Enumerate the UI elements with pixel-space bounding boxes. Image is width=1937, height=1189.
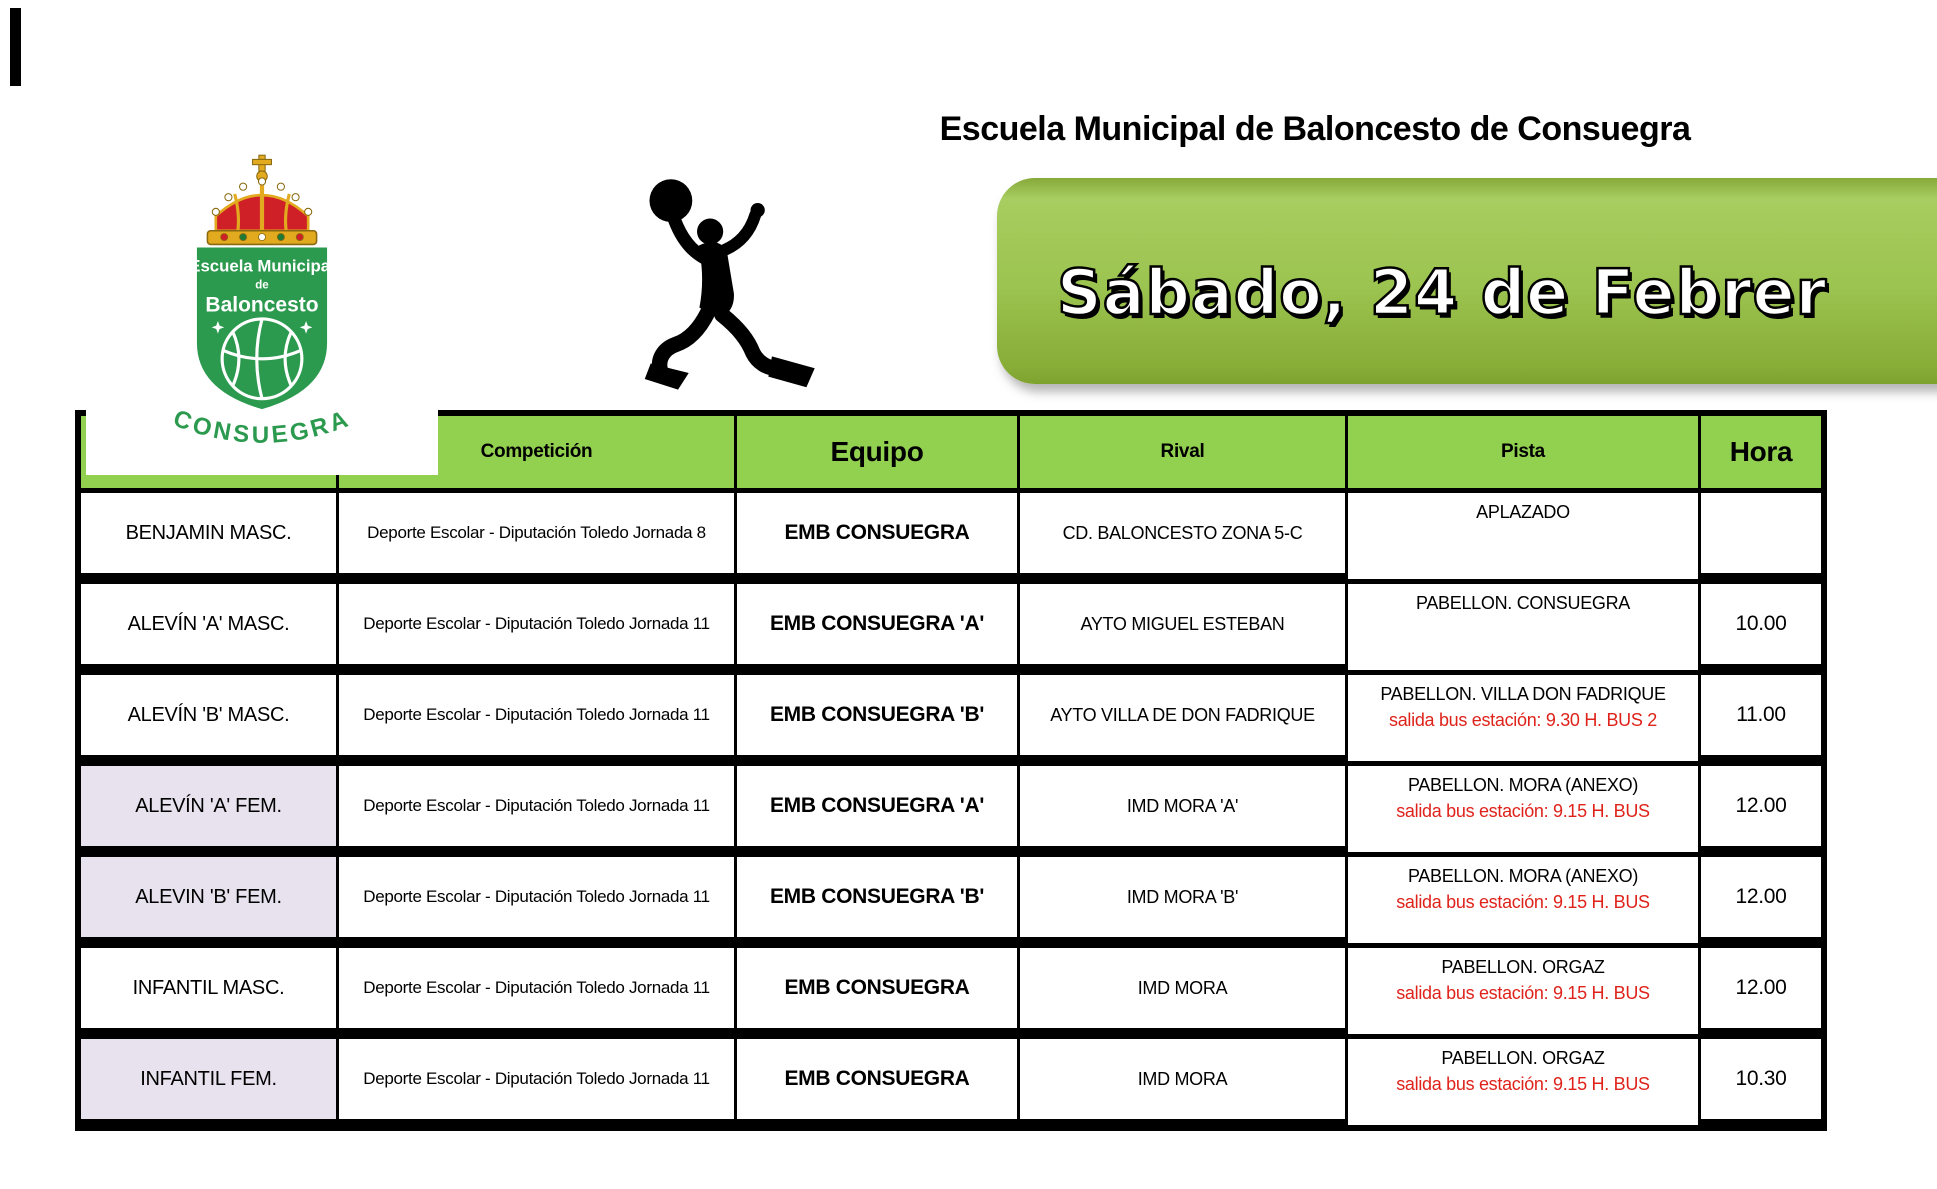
rival-cell: AYTO MIGUEL ESTEBAN [1020, 584, 1345, 664]
scan-artifact-mark [10, 8, 21, 86]
venue-cell [1348, 857, 1698, 943]
schedule-table [75, 410, 1827, 1131]
time-cell: 12.00 [1701, 766, 1821, 846]
venue-text: PABELLON. MORA (ANEXO) [1407, 775, 1639, 795]
team-cell: EMB CONSUEGRA [737, 493, 1017, 573]
category-cell: ALEVIN 'B' FEM. [81, 857, 336, 937]
team-cell: EMB CONSUEGRA [737, 1039, 1017, 1119]
time-cell: 12.00 [1701, 857, 1821, 937]
time-cell: 11.00 [1701, 675, 1821, 755]
category-cell: ALEVÍN 'B' MASC. [81, 675, 336, 755]
category-cell: INFANTIL MASC. [81, 948, 336, 1028]
bus-departure-text: salida bus estación: 9.15 H. BUS [1396, 892, 1650, 913]
club-logo [86, 125, 438, 475]
team-cell: EMB CONSUEGRA 'A' [737, 766, 1017, 846]
rival-cell: AYTO VILLA DE DON FADRIQUE [1020, 675, 1345, 755]
team-cell: EMB CONSUEGRA [737, 948, 1017, 1028]
header-competition: Competición [339, 416, 734, 488]
bus-departure-text: salida bus estación: 9.15 H. BUS [1396, 801, 1650, 822]
competition-cell: Deporte Escolar - Diputación Toledo Jornada 11 [339, 857, 734, 937]
bus-departure-text: salida bus estación: 9.15 H. BUS [1396, 983, 1650, 1004]
competition-cell: Deporte Escolar - Diputación Toledo Jornada 11 [339, 584, 734, 664]
category-cell: ALEVÍN 'A' FEM. [81, 766, 336, 846]
header-time: Hora [1701, 416, 1821, 488]
svg-text:CONSUEGRA [170, 405, 354, 449]
rival-cell: IMD MORA [1020, 1039, 1345, 1119]
venue-cell [1348, 493, 1698, 579]
category-cell: INFANTIL FEM. [81, 1039, 336, 1119]
venue-cell [1348, 948, 1698, 1034]
header-team: Equipo [737, 416, 1017, 488]
bus-departure-text: salida bus estación: 9.15 H. BUS [1396, 1074, 1650, 1095]
rival-cell: CD. BALONCESTO ZONA 5-C [1020, 493, 1345, 573]
logo-town-text [165, 405, 358, 449]
logo-school-line3: Baloncesto [205, 293, 319, 317]
time-cell [1701, 493, 1821, 573]
venue-text: PABELLON. VILLA DON FADRIQUE [1380, 684, 1666, 704]
rival-cell: IMD MORA [1020, 948, 1345, 1028]
venue-cell [1348, 1039, 1698, 1125]
club-logo-graphic [136, 151, 388, 469]
team-cell: EMB CONSUEGRA 'B' [737, 675, 1017, 755]
header-rival: Rival [1020, 416, 1345, 488]
page-title: Escuela Municipal de Baloncesto de Consuegra [939, 110, 1691, 148]
team-cell: EMB CONSUEGRA 'A' [737, 584, 1017, 664]
time-cell: 10.30 [1701, 1039, 1821, 1119]
venue-text: PABELLON. ORGAZ [1441, 1048, 1605, 1068]
competition-cell: Deporte Escolar - Diputación Toledo Jornada 11 [339, 1039, 734, 1119]
competition-cell: Deporte Escolar - Diputación Toledo Jornada 11 [339, 766, 734, 846]
venue-cell [1348, 766, 1698, 852]
rival-cell: IMD MORA 'A' [1020, 766, 1345, 846]
category-cell: ALEVÍN 'A' MASC. [81, 584, 336, 664]
crown-icon [207, 155, 316, 244]
shield-icon [189, 248, 334, 410]
competition-cell: Deporte Escolar - Diputación Toledo Jornada 11 [339, 948, 734, 1028]
time-cell: 10.00 [1701, 584, 1821, 664]
venue-text: PABELLON. MORA (ANEXO) [1407, 866, 1639, 886]
bus-departure-text: salida bus estación: 9.30 H. BUS 2 [1389, 710, 1657, 731]
rival-cell: IMD MORA 'B' [1020, 857, 1345, 937]
team-cell: EMB CONSUEGRA 'B' [737, 857, 1017, 937]
date-banner-text: Sábado, 24 de Febrer [1057, 255, 1828, 329]
logo-school-line1: Escuela Municipal [189, 256, 335, 276]
logo-town: CONSUEGRA [169, 404, 355, 449]
category-cell: BENJAMIN MASC. [81, 493, 336, 573]
venue-text: PABELLON. CONSUEGRA [1415, 593, 1631, 613]
competition-cell: Deporte Escolar - Diputación Toledo Jornada 11 [339, 675, 734, 755]
logo-school-line2: de [255, 279, 269, 292]
basketball-player-icon [603, 165, 841, 417]
venue-cell [1348, 584, 1698, 670]
venue-cell [1348, 675, 1698, 761]
competition-cell: Deporte Escolar - Diputación Toledo Jornada 8 [339, 493, 734, 573]
header-venue: Pista [1348, 416, 1698, 488]
time-cell: 12.00 [1701, 948, 1821, 1028]
venue-text: PABELLON. ORGAZ [1441, 957, 1605, 977]
date-banner [997, 178, 1937, 384]
venue-text: APLAZADO [1476, 502, 1570, 522]
